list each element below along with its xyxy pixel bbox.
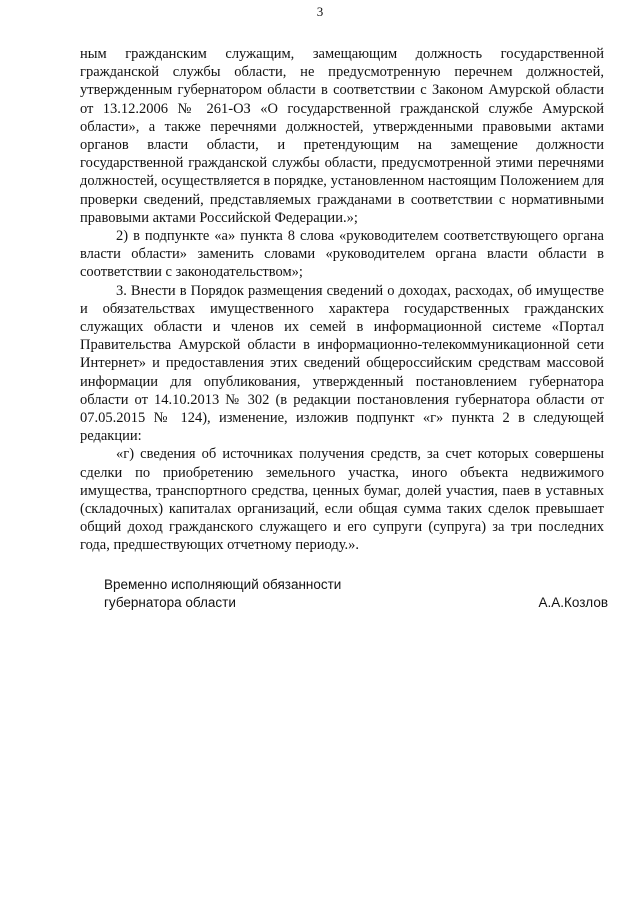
paragraph-subitem-g: «г) сведения об источниках получения средств, за счет которых совершены сделки по приобретению земельного участка, иного объекта недвижимого имущества, транспортного средства, ценных бумаг, долей участия, паев в уставных (складочных) капиталах организаций, если общая сумма таких сделок превышает общий доход гражданского служащего и его супруги (супруга) за три последних года, предшествующих отчетному периоду.». xyxy=(80,446,604,554)
paragraph-continuation: ным гражданским служащим, замещающим должность государственной гражданской службы области, не предусмотренную перечнем должностей, утвержденным губернатором области в соответствии с Законом Амурской области от 13.12.2006 № 261-ОЗ «О государственной гражданской службе Амурской области», а также перечнями должностей, утвержденными правовыми актами органов власти области, и претендующим на замещение должности государственной гражданской службы области, предусмотренной этими перечнями должностей, осуществляется в порядке, установленном настоящим Положением для проверки сведений, представляемых гражданами в соответствии с нормативными правовыми актами Российской Федерации.»; xyxy=(80,46,604,226)
signature-title-line-2: губернатора области xyxy=(104,595,236,610)
paragraph-item-3: 3. Внести в Порядок размещения сведений о доходах, расходах, об имуществе и обязательствах имущественного характера государственных гражданских служащих области и членов их семей в информационной системе «Портал Правительства Амурской области в информационно-телекоммуникационной сети Интернет» и предоставления этих сведений общероссийским средствам массовой информации для опубликования, утвержденный постановлением губернатора области от 14.10.2013 № 302 (в редакции постановления губернатора области от 07.05.2015 № 124), изменение, изложив подпункт «г» пункта 2 в следующей редакции: xyxy=(80,282,604,445)
document-body xyxy=(80,45,604,555)
page-number: 3 xyxy=(316,4,324,19)
signature-block xyxy=(104,576,608,612)
signature-title-line-1: Временно исполняющий обязанности xyxy=(104,577,342,592)
paragraph-item-2: 2) в подпункте «а» пункта 8 слова «руководителем соответствующего органа власти области» заменить словами «руководителем органа власти области в соответствии с законодательством»; xyxy=(80,228,604,281)
signatory-name: А.А.Козлов xyxy=(538,595,608,610)
